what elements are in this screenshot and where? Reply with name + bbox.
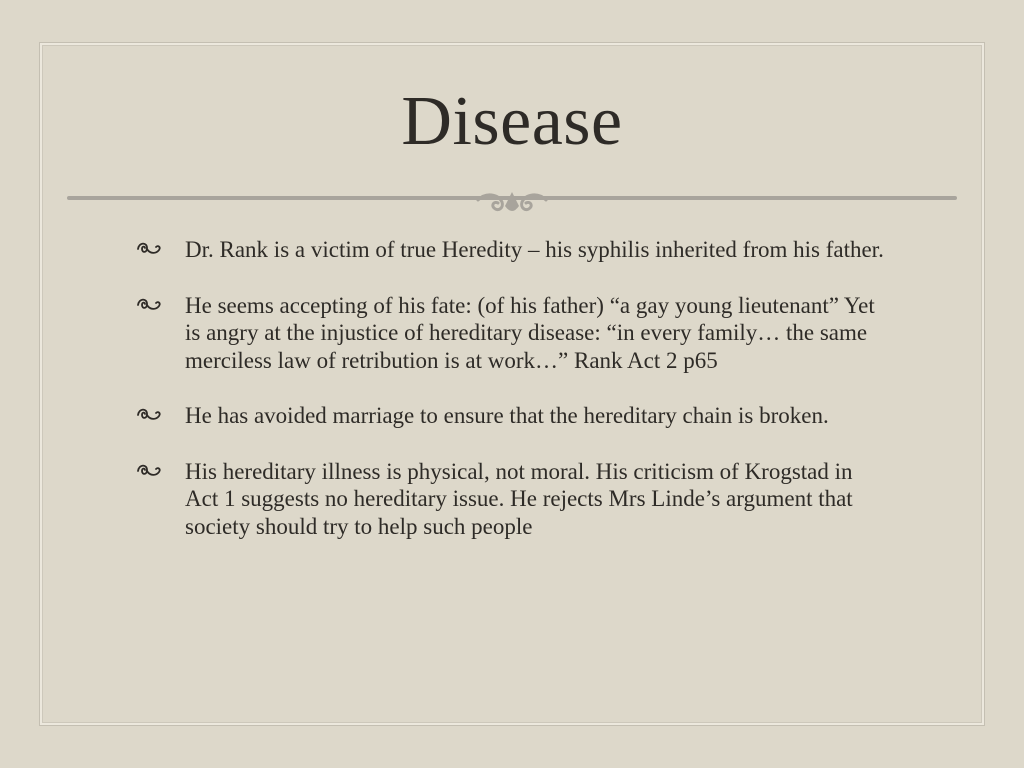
bullet-text: Dr. Rank is a victim of true Heredity – his syphilis inherited from his father. [185,237,884,262]
bullet-text: He has avoided marriage to ensure that the hereditary chain is broken. [185,403,829,428]
ornament-bullet-icon [136,462,162,480]
ornament-bullet-icon [136,406,162,424]
bullet-item [130,402,890,430]
bullet-item [130,292,890,375]
bullet-item [130,236,890,264]
bullet-item [130,458,890,541]
ornament-bullet-icon [136,240,162,258]
ornament-bullet-icon [136,296,162,314]
bullet-text: His hereditary illness is physical, not moral. His criticism of Krogstad in Act 1 suggests no hereditary issue. He rejects Mrs Linde’s argument that society should try to help such people [185,458,853,539]
bullet-list [130,236,890,568]
slide-title: Disease [401,83,623,160]
bullet-text: He seems accepting of his fate: (of his father) “a gay young lieutenant” Yet is angry at the injustice of hereditary disease: “in every family… the same merciless law of retribution is at work…” Rank Act 2 p65 [185,292,875,373]
divider-ornament-icon [472,188,552,220]
